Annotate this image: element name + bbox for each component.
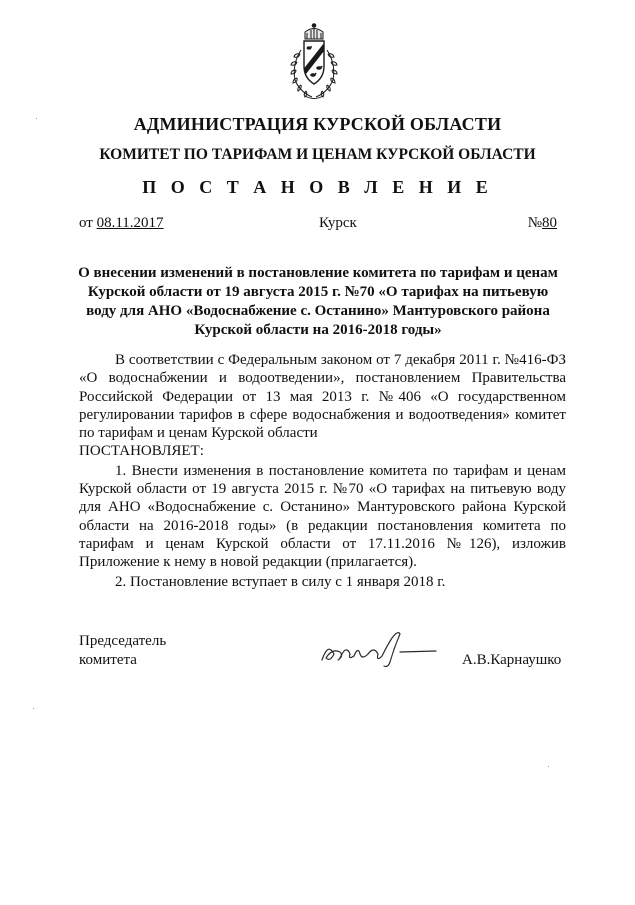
city-name: Курск [319,215,357,231]
scan-speck [548,766,549,767]
number-value: 80 [542,215,557,231]
preamble-paragraph: В соответствии с Федеральным законом от 7 декабря 2011 г. №416-ФЗ «О водоснабжении и водоотведении», постановлением Правительства Российской Федерации от 13 мая 2013 г. №406 «О государственном регулировании тарифов в сфере водоснабжения и водоотведения» комитет по тарифам и ценам Курской области [79,352,566,442]
document-number [528,215,557,232]
document-type-title: П О С Т А Н О В Л Е Н И Е [142,177,493,197]
resolution-subject [70,264,566,340]
subject-line: воду для АНО «Водоснабжение с. Останино» Мантуровского района [86,303,550,319]
subject-line: О внесении изменений в постановление комитета по тарифам и ценам [78,265,558,281]
signatory-name: А.В.Карнаушко [462,652,562,668]
scan-speck [36,118,37,119]
document-date [79,215,164,232]
subject-line: Курской области на 2016-2018 годы» [194,322,442,338]
scan-speck [33,708,34,709]
coat-of-arms-icon [283,22,345,102]
resolution-body [79,351,566,591]
date-prefix: от [79,215,97,231]
handwritten-signature [318,628,442,672]
signatory-title-line-2: комитета [79,651,137,668]
signatory-title [79,632,166,669]
item-1-paragraph: 1. Внести изменения в постановление комитета по тарифам и ценам Курской области от 19 августа 2015 г. №70 «О тарифах на питьевую воду для АНО «Водоснабжение с. Останино» Мантуровского района Курской области на 2016-2018 годы» (в редакции постановления комитета по тарифам и ценам Курской области от 17.11.2016 №126), изложив Приложение к нему в новой редакции (прилагается). [79,462,566,571]
resolves-word: ПОСТАНОВЛЯЕТ: [79,443,204,460]
item-2-paragraph: 2. Постановление вступает в силу с 1 января 2018 г. [115,573,446,590]
signatory-title-line-1: Председатель [79,633,167,649]
date-value: 08.11.2017 [96,215,164,231]
committee-title: КОМИТЕТ ПО ТАРИФАМ И ЦЕНАМ КУРСКОЙ ОБЛАСТИ [99,146,536,163]
administration-title: АДМИНИСТРАЦИЯ КУРСКОЙ ОБЛАСТИ [133,114,502,134]
date-line [79,215,557,235]
subject-line: Курской области от 19 августа 2015 г. №70 «О тарифах на питьевую [87,284,549,300]
number-prefix: № [527,215,542,231]
